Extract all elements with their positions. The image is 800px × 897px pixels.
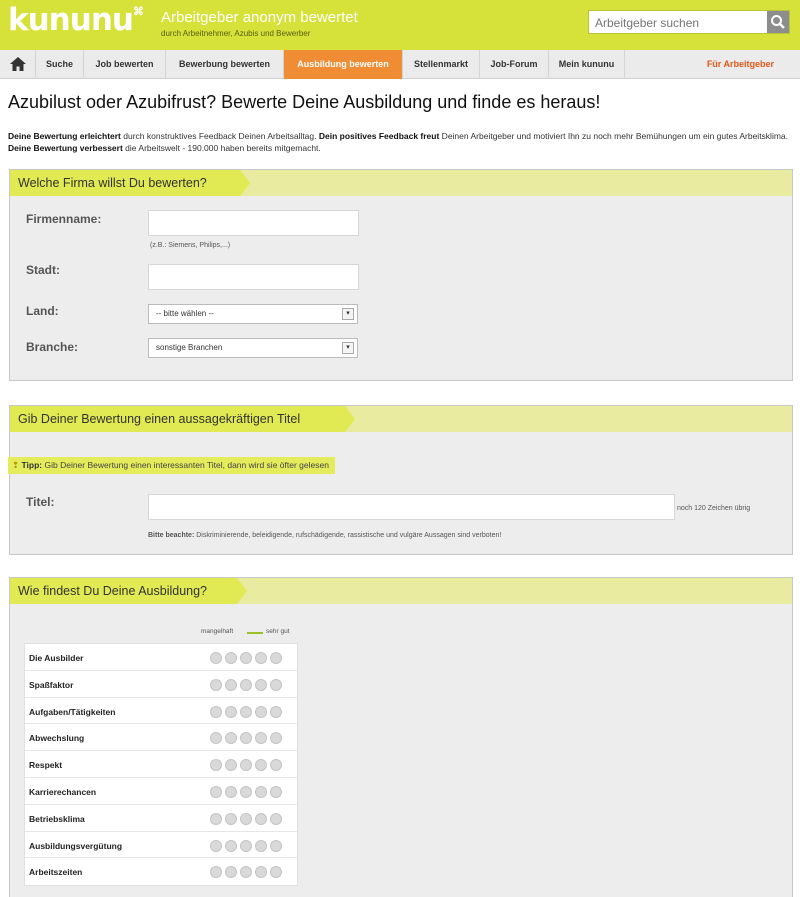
lightbulb-icon: ❢ [12,460,20,470]
land-select-value: -- bitte wählen -- [156,309,214,318]
rating-label: Respekt [29,760,63,771]
rating-dots [210,839,285,851]
rating-dot[interactable] [240,840,252,852]
intro-bold-3: Deine Bewertung verbessert [8,143,123,153]
rating-dot[interactable] [255,679,267,691]
posting-rules-label: Bitte beachte: [148,532,195,539]
rating-dot[interactable] [210,679,222,691]
rating-dots [210,865,285,877]
land-label: Land: [26,304,59,318]
rating-row-betriebsklima [25,805,297,832]
tip-text: Gib Deiner Bewertung einen interessanten Titel, dann wird sie öfter gelesen [42,460,329,470]
titel-label: Titel: [26,495,55,509]
rating-row-die-ausbilder [25,644,297,671]
intro-text-3: die Arbeitswelt - 190.000 haben bereits mitgemacht. [122,143,321,153]
rating-section-header [10,578,792,604]
rating-dot[interactable] [240,652,252,664]
header-tagline: Arbeitgeber anonym bewertet [161,9,358,26]
nav-item-job-bewerten[interactable]: Job bewerten [84,50,166,79]
firmenname-hint: (z.B.: Siemens, Philips,...) [150,242,231,249]
rating-list [24,643,298,886]
page-title: Azubilust oder Azubifrust? Bewerte Deine Ausbildung und finde es heraus! [8,92,601,112]
nav-item-job-forum[interactable]: Job-Forum [480,50,549,79]
rating-dot[interactable] [255,759,267,771]
rating-dot[interactable] [225,813,237,825]
nav-home[interactable] [0,50,36,79]
rating-dot[interactable] [225,840,237,852]
titel-char-counter: noch 120 Zeichen übrig [677,505,751,512]
search-button[interactable] [767,11,789,33]
nav-item-mein-kununu[interactable]: Mein kununu [549,50,625,79]
land-select[interactable] [148,304,358,324]
rating-row-spassfaktor [25,671,297,698]
branche-select[interactable] [148,338,358,358]
rating-dot[interactable] [240,786,252,798]
kununu-logo[interactable]: kununu [8,2,133,38]
rating-dot[interactable] [240,732,252,744]
nav-item-ausbildung-bewerten[interactable]: Ausbildung bewerten [284,50,403,79]
rating-dot[interactable] [270,706,282,718]
intro-text [8,130,793,154]
rating-label: Karrierechancen [29,786,97,797]
rating-dot[interactable] [210,840,222,852]
stadt-input[interactable] [148,264,359,290]
rating-label: Arbeitszeiten [29,867,83,878]
intro-bold-2: Dein positives Feedback freut [318,131,440,141]
nav-item-bewerbung-bewerten[interactable]: Bewerbung bewerten [166,50,284,79]
rating-dot[interactable] [255,866,267,878]
title-section-header [10,406,792,432]
employer-search-input[interactable] [595,16,767,30]
rating-dot[interactable] [210,759,222,771]
rating-dot[interactable] [255,706,267,718]
rating-row-arbeitszeiten [25,858,297,885]
nav-item-fuer-arbeitgeber[interactable]: Für Arbeitgeber [706,59,774,69]
intro-text-2: Deinen Arbeitgeber und motiviert Ihn zu noch mehr Bemühungen um ein gutes Arbeitsklima. [439,131,789,141]
main-nav [0,50,800,79]
rating-dot[interactable] [225,732,237,744]
header-subtagline: durch Arbeitnehmer, Azubis und Bewerber [161,29,311,38]
branche-select-value: sonstige Branchen [156,343,223,352]
posting-rules-note [148,532,501,539]
rating-dot[interactable] [255,840,267,852]
home-icon [8,55,28,73]
rating-dot[interactable] [255,813,267,825]
rating-dot[interactable] [270,759,282,771]
intro-bold-1: Deine Bewertung erleichtert [8,131,121,141]
search-icon [767,11,789,33]
rating-dot[interactable] [240,813,252,825]
firmenname-label: Firmenname: [26,212,102,226]
site-header [0,0,800,50]
rating-section-title: Wie findest Du Deine Ausbildung? [10,578,237,604]
rating-row-respekt [25,751,297,778]
rating-dot[interactable] [270,679,282,691]
rating-label: Betriebsklima [29,813,85,824]
logo-mark-icon: ⌘ [133,6,144,18]
rating-row-ausbildungsverguetung [25,832,297,859]
rating-dot[interactable] [270,813,282,825]
tip-label: Tipp: [21,460,43,470]
nav-item-suche[interactable]: Suche [36,50,84,79]
scale-line [247,632,263,634]
rating-dot[interactable] [270,866,282,878]
rating-dot[interactable] [270,732,282,744]
rating-label: Spaßfaktor [29,679,74,690]
rating-row-abwechslung [25,724,297,751]
rating-dot[interactable] [225,786,237,798]
rating-row-karrierechancen [25,778,297,805]
rating-dot[interactable] [225,652,237,664]
tip-banner [8,457,335,474]
scale-high-label: sehr gut [266,628,290,635]
nav-item-stellenmarkt[interactable]: Stellenmarkt [403,50,480,79]
rating-dot[interactable] [210,786,222,798]
rating-dot[interactable] [240,679,252,691]
rating-dot[interactable] [240,759,252,771]
firmenname-input[interactable] [148,210,359,236]
rating-dots [210,705,285,717]
rating-dot[interactable] [210,652,222,664]
rating-dots [210,812,285,824]
intro-text-1: durch konstruktives Feedback Deinen Arbeitsalltag. [120,131,319,141]
branche-label: Branche: [26,340,79,354]
rating-dot[interactable] [255,652,267,664]
rating-dot[interactable] [225,679,237,691]
rating-dots [210,678,285,690]
rating-dot[interactable] [210,813,222,825]
company-section-header [10,170,792,196]
rating-dots [210,785,285,797]
company-section [9,169,793,381]
posting-rules-text: Diskriminierende, beleidigende, rufschädigende, rassistische und vulgäre Aussagen sind verboten! [194,532,502,539]
rating-dot[interactable] [225,706,237,718]
rating-row-aufgaben [25,698,297,725]
stadt-label: Stadt: [26,263,60,277]
rating-dot[interactable] [270,840,282,852]
rating-dots [210,758,285,770]
company-section-title: Welche Firma willst Du bewerten? [10,170,240,196]
rating-dot[interactable] [270,652,282,664]
employer-search [588,10,790,34]
rating-dot[interactable] [255,786,267,798]
rating-label: Ausbildungsvergütung [29,840,123,851]
rating-dot[interactable] [255,732,267,744]
rating-dot[interactable] [240,866,252,878]
rating-dot[interactable] [210,732,222,744]
rating-label: Abwechslung [29,733,85,744]
rating-dot[interactable] [270,786,282,798]
rating-dot[interactable] [210,706,222,718]
rating-dots [210,731,285,743]
rating-dots [210,651,285,663]
title-section-title: Gib Deiner Bewertung einen aussagekräftigen Titel [10,406,345,432]
rating-dot[interactable] [225,759,237,771]
chevron-down-icon: ▾ [342,342,354,354]
rating-label: Die Ausbilder [29,653,84,663]
rating-dot[interactable] [225,866,237,878]
titel-input[interactable] [148,494,675,520]
rating-dot[interactable] [240,706,252,718]
scale-low-label: mangelhaft [201,628,234,635]
rating-dot[interactable] [210,866,222,878]
chevron-down-icon: ▾ [342,308,354,320]
rating-label: Aufgaben/Tätigkeiten [29,706,116,717]
